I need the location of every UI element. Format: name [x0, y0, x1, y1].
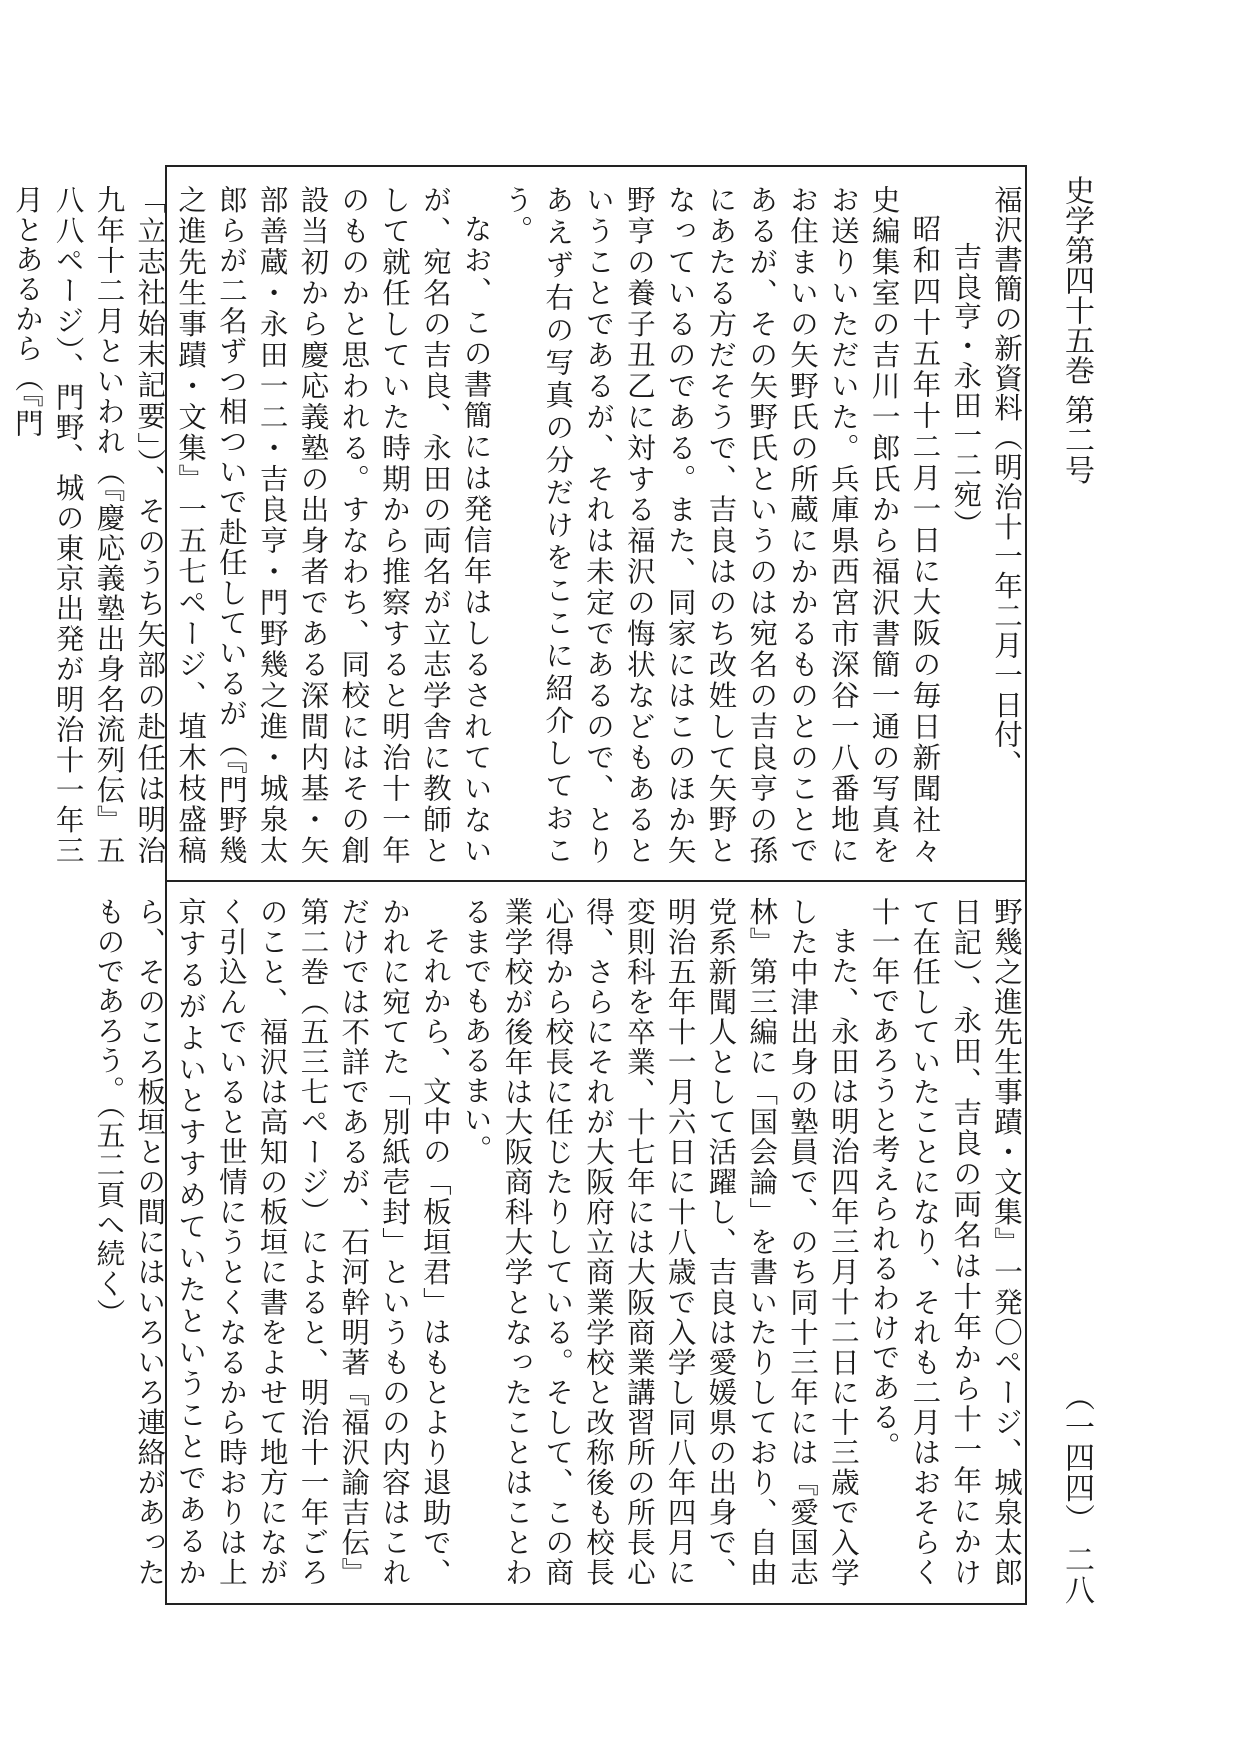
journal-title: 史学第四十五巻 第二号	[1059, 175, 1094, 485]
paragraph: なお、この書簡には発信年はしるされていないが、宛名の吉良、永田の両名が立志学舎に教師として就任していた時期から推察すると明治十一年のものかと思われる。すなわち、同校にはその創設当初から慶応義塾の出身者である深間内基・矢部善蔵・永田一二・吉良亨・門野幾之進・城泉太郎らが二名ずつ相ついで赴任しているが（『門野幾之進先生事蹟・文集』一五七ページ、埴木枝盛稿「立志社始末記要」）、そのうち矢部の赴任は明治九年十二月といわれ（『慶応義塾出身名流列伝』五八八ページ）、門野、城の東京出発が明治十一年三月とあるから（『門	[10, 185, 493, 865]
article-addressee: 吉良亨・永田一二宛）	[949, 242, 983, 539]
block-divider	[165, 880, 1027, 882]
page-numbers: （一四四） 二八	[1059, 1380, 1094, 1605]
paragraph: それから、文中の「板垣君」はもとより退助で、かれに宛てた「別紙壱封」というものの内容はこれだけでは不詳であるが、石河幹明著『福沢諭吉伝』第二巻（五三七ページ）によると、明治十一年ごろのこと、福沢は高知の板垣に書をよせて地方にながく引込んでいると世情にうとくなるから時おりは上京するがよいとすすめていたということであるから、そのころ板垣との間にはいろいろ連絡があったものであろう。（五二頁へ続く）	[92, 897, 452, 1587]
paragraph: また、永田は明治四年三月十二日に十三歳で入学した中津出身の塾員で、のち同十三年には『愛国志林』第三編に「国会論」を書いたりしており、自由党系新聞人として活躍し、吉良は愛媛県の出身で、明治五年十一月六日に十八歳で入学し同八年四月に変則科を卒業、十七年には大阪商業講習所の所長心得、さらにそれが大阪府立商業学校と改称後も校長心得から校長に任じたりしている。そして、この商業学校が後年は大阪商科大学となったことはことわるまでもあるまい。	[459, 897, 860, 1587]
paragraph: 昭和四十五年十二月一日に大阪の毎日新聞社々史編集室の吉川一郎氏から福沢書簡一通の写真をお送りいただいた。兵庫県西宮市深谷一八番地にお住まいの矢野氏の所蔵にかかるものとのことであるが、その矢野氏というのは宛名の吉良亨の孫にあたる方だそうで、吉良はのち改姓して矢野となっているのである。また、同家にはこのほか矢野亨の養子丑乙に対する福沢の悔状などもあるということであるが、それは未定であるので、とりあえず右の写真の分だけをここに紹介しておこう。	[500, 185, 942, 865]
running-header	[1050, 175, 1102, 1605]
paragraph-continued: 野幾之進先生事蹟・文集』一発〇ページ、城泉太郎日記）、永田、吉良の両名は十年から十一年にかけて在任していたことになり、それも二月はおそらく十一年であろうと考えられるわけである。	[867, 897, 1023, 1587]
lower-text-block	[92, 897, 1026, 1587]
upper-text-block	[10, 185, 1026, 865]
volume-issue: 第四十五巻 第二号	[1059, 235, 1094, 485]
article-title: 福沢書簡の新資料（明治十一年二月一日付、	[990, 185, 1023, 779]
